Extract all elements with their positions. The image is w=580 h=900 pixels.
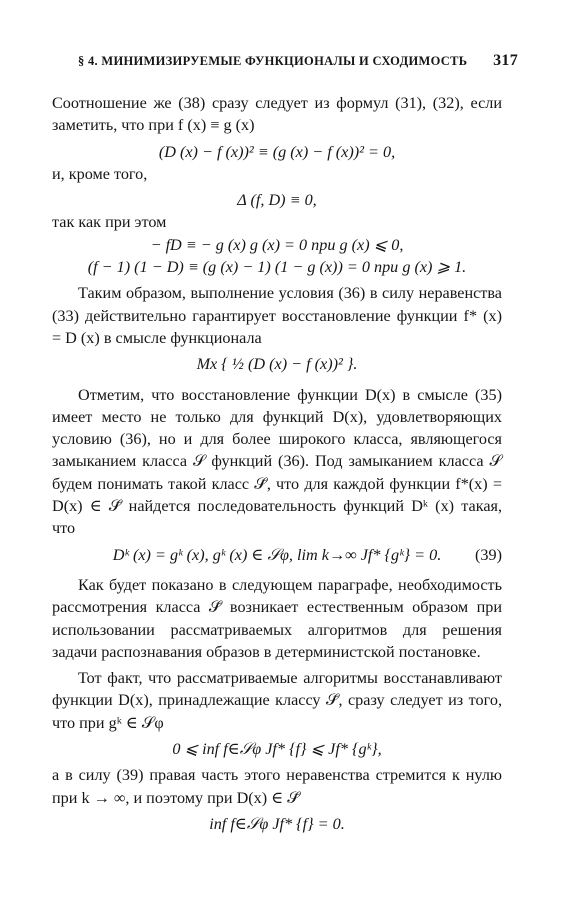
- paragraph-6: Как будет показано в следующем параграфе, необходимость рассмотрения класса 𝒮̃ возникает естественным образом при использовании рассматриваемых алгоритмов для решения задачи распознавания образов в детерминистской постановке.: [52, 575, 502, 661]
- paragraph-8: а в силу (39) правая часть этого неравенства стремится к нулю при k → ∞, и поэтому при D(x) ∈ 𝒮̃: [52, 766, 502, 807]
- equation-5: Mx { ½ (D (x) − f (x))² }.: [196, 355, 358, 374]
- equation-number-39: (39): [475, 545, 502, 564]
- paragraph-3: так как при этом: [52, 213, 167, 232]
- page-number: 317: [493, 52, 518, 69]
- running-header: [78, 52, 518, 74]
- equation-8: inf f∈𝒮φ Jf* {f} = 0.: [209, 814, 345, 833]
- equation-4: (f − 1) (1 − D) ≡ (g (x) − 1) (1 − g (x)) = 0 при g (x) ⩾ 1.: [87, 258, 467, 277]
- header-title: § 4. МИНИМИЗИРУЕМЫЕ ФУНКЦИОНАЛЫ И СХОДИМОСТЬ: [78, 54, 468, 68]
- equation-2: Δ (f, D) ≡ 0,: [237, 191, 317, 210]
- equation-39: Dᵏ (x) = gᵏ (x), gᵏ (x) ∈ 𝒮φ, lim k→∞ Jf* {gᵏ} = 0.: [112, 545, 442, 564]
- paragraph-5: Отметим, что восстановление функции D(x) в смысле (35) имеет место не только для функций D(x), удовлетворяющих условию (36), но и для более широкого класса, являющегося замыканием класса 𝒮 функций (36). Под замыканием класса 𝒮 будем понимать такой класс 𝒮̃, что для каждой функции f*(x) = D(x) ∈ 𝒮̃ найдется последовательность функций Dᵏ (x) такая, что: [52, 385, 502, 538]
- equation-3: − fD ≡ − g (x) g (x) = 0 при g (x) ⩽ 0,: [150, 235, 404, 254]
- equation-1: (D (x) − f (x))² ≡ (g (x) − f (x))² = 0,: [158, 142, 396, 161]
- paragraph-4: Таким образом, выполнение условия (36) в силу неравенства (33) действительно гарантирует восстановление функции f* (x) = D (x) в смысле функционала: [52, 284, 502, 347]
- paragraph-1: Соотношение же (38) сразу следует из формул (31), (32), если заметить, что при f (x) ≡ g (x): [52, 94, 502, 135]
- page-body: [52, 92, 502, 835]
- equation-7: 0 ⩽ inf f∈𝒮φ Jf* {f} ⩽ Jf* {gᵏ},: [172, 740, 382, 759]
- paragraph-2: и, кроме того,: [52, 164, 148, 183]
- paragraph-7: Тот факт, что рассматриваемые алгоритмы восстанавливают функции D(x), принадлежащие классу 𝒮̃, сразу следует из того, что при gᵏ ∈ 𝒮φ: [52, 669, 502, 732]
- equation-39-row: [52, 544, 502, 566]
